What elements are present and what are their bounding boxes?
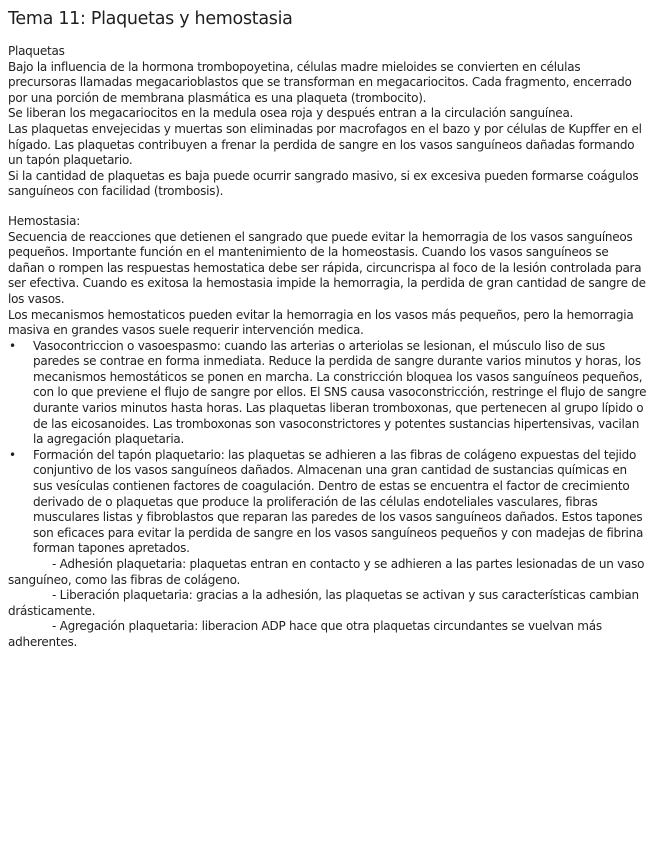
section-heading-plaquetas: Plaquetas [8,44,65,58]
bullet-item-vasoconstriccion: • Vasocontriccion o vasoespasmo: cuando las arterias o arteriolas se lesionan, el músculo liso de sus paredes se contrae en forma inmediata. Reduce la perdida de sangre durante varios minutos y horas, los mecanismos hemostáticos se ponen en marcha. La constricción bloquea los vasos sanguíneos pequeños, con lo que previene el flujo de sangre por ellos. El SNS causa vasoconstricción, restringe el flujo de sangre durante varios minutos hasta horas. Las plaquetas liberan tromboxonas, que pertenecen al grupo lípido o de las eicosanoides. Las tromboxonas son vasoconstrictores y potentes sustancias hipertensivas, vacilan la agregación plaquetaria. [8,339,648,448]
section-spacer [8,200,648,214]
paragraph: Se liberan los megacariocitos en la medula osea roja y después entran a la circulación sanguínea. [8,106,574,121]
section-plaquetas [8,44,648,200]
section-heading-hemostasia: Hemostasia: [8,213,80,228]
paragraph: Bajo la influencia de la hormona trombopoyetina, células madre mieloides se convierten en células precursoras llamadas megacarioblastos que se transforman en megacariocitos. Cada fragmento, encerrado por una porción de membrana plasmática es una plaqueta (trombocito). [8,59,632,105]
document-title: Tema 11: Plaquetas y hemostasia [8,9,293,29]
sub-item-adhesion: - Adhesión plaquetaria: plaquetas entran en contacto y se adhieren a las partes lesionadas de un vaso sanguíneo, como las fibras de colágeno. [8,557,645,587]
paragraph: Los mecanismos hemostaticos pueden evitar la hemorragia en los vasos más pequeños, pero la hemorragia masiva en grandes vasos suele requerir intervención medica. [8,307,634,338]
bullet-item-tapon-plaquetario: • Formación del tapón plaquetario: las plaquetas se adhieren a las fibras de colágeno expuestas del tejido conjuntivo de los vasos sanguíneos dañados. Almacenan una gran cantidad de sustancias químicas en sus vesículas contienen factores de coagulación. Dentro de estas se encuentra el factor de crecimiento derivado de o plaquetas que produce la proliferación de las células endoteliales vasculares, fibras musculares listas y fibroblastos que reparan las paredes de los vasos sanguíneos dañados. Estos tapones son eficaces para evitar la perdida de sangre en los vasos sanguíneos pequeños y con madejas de fibrina forman tapones apretados. [8,448,648,557]
paragraph: Secuencia de reacciones que detienen el sangrado que puede evitar la hemorragia de los vasos sanguíneos pequeños. Importante función en el mantenimiento de la homeostasis. Cuando los vasos sanguíneos se dañan o rompen las respuestas hemostatica debe ser rápida, circuncrispa al foco de la lesión controlada para ser efectiva. Cuando es exitosa la hemostasia impide la hemorragia, la perdida de gran cantidad de sangre de los vasos. [8,229,646,306]
paragraph: Si la cantidad de plaquetas es baja puede ocurrir sangrado masivo, si ex excesiva pueden formarse coágulos sanguíneos con facilidad (trombosis). [8,168,639,199]
paragraph: Las plaquetas envejecidas y muertas son eliminadas por macrofagos en el bazo y por células de Kupffer en el hígado. Las plaquetas contribuyen a frenar la perdida de sangre en los vasos sanguíneos dañadas formando un tapón plaquetario. [8,121,642,168]
section-hemostasia [8,214,648,651]
sub-item-liberacion: - Liberación plaquetaria: gracias a la adhesión, las plaquetas se activan y sus características cambian drásticamente. [8,588,639,618]
sub-item-agregacion: - Agregación plaquetaria: liberacion ADP hace que otra plaquetas circundantes se vuelvan más adherentes. [8,619,602,649]
bullet-list [8,339,648,557]
